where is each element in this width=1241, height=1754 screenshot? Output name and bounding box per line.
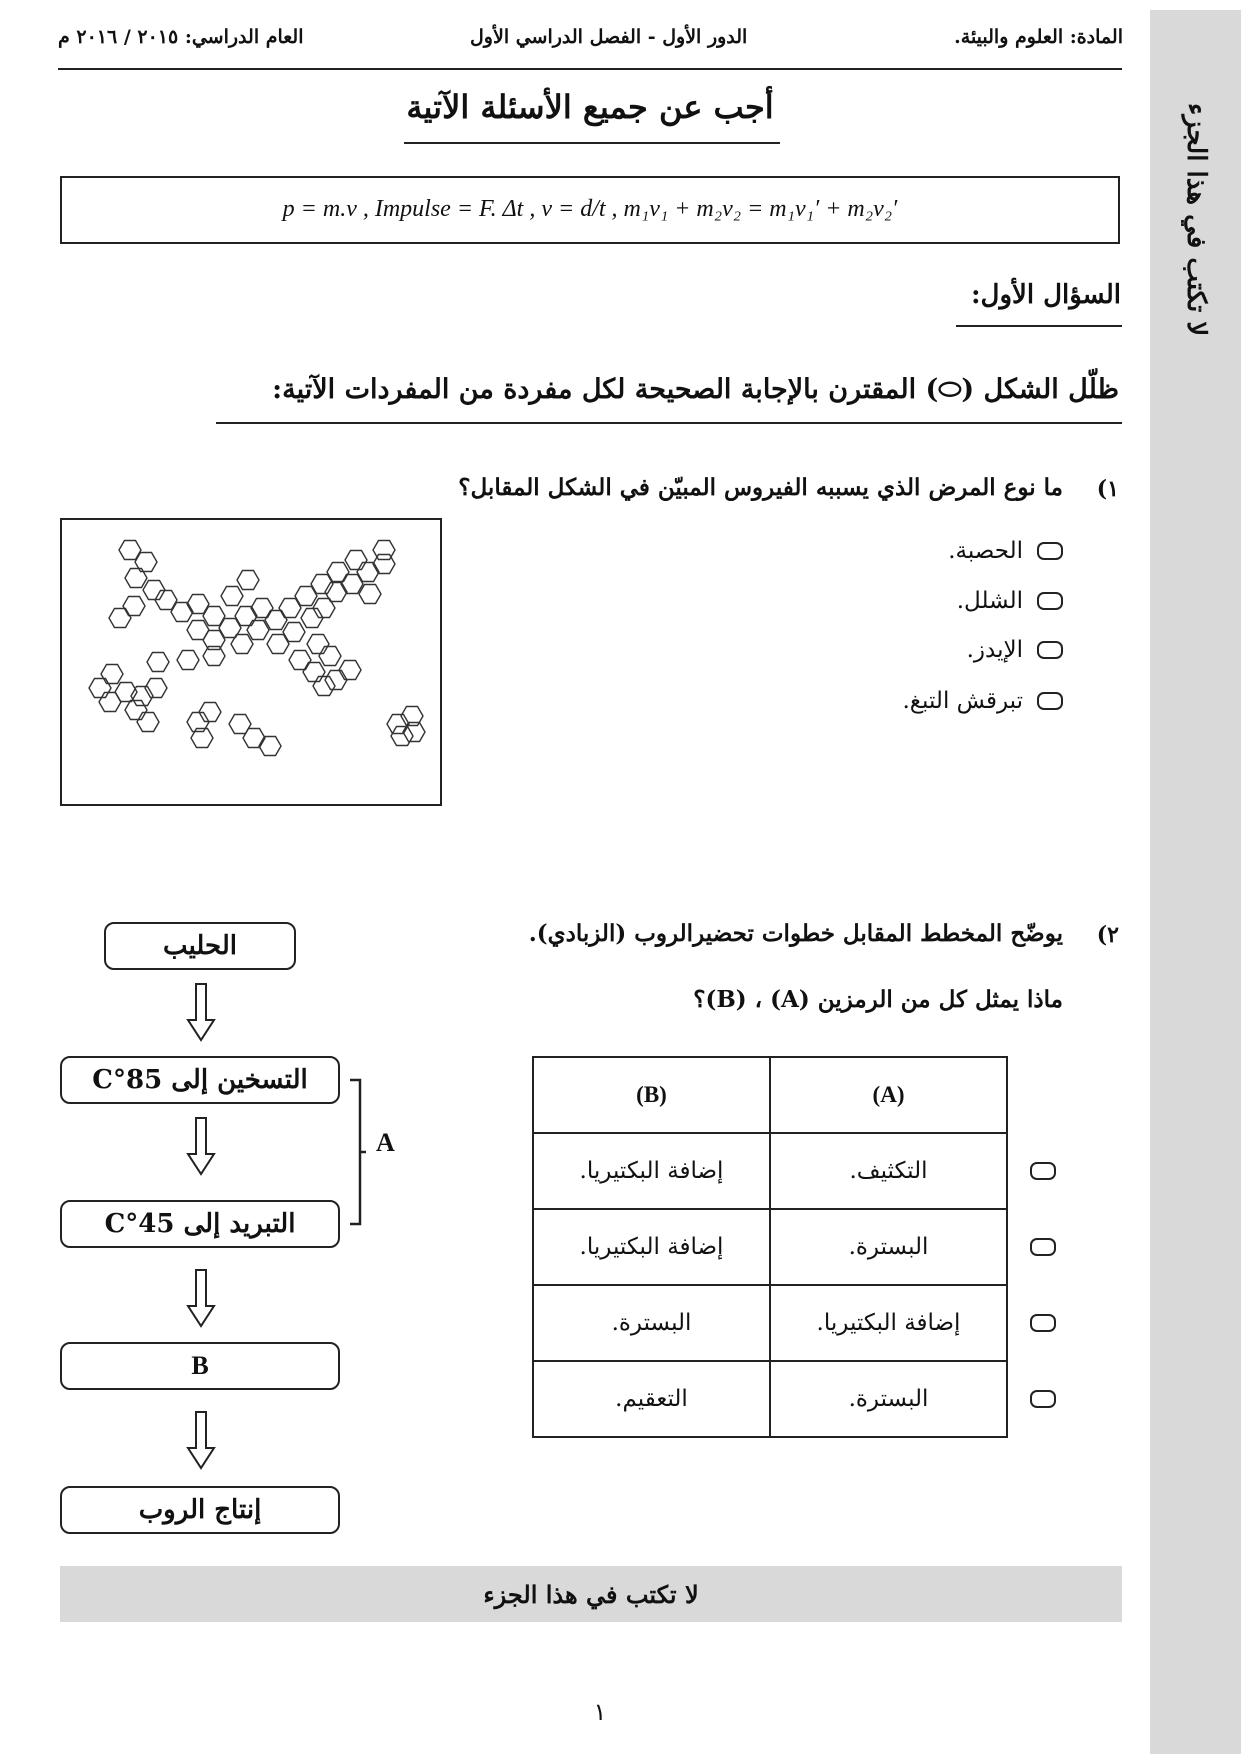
hexagon-particle — [231, 635, 253, 654]
down-arrow-icon — [186, 982, 216, 1042]
table-cell: إضافة البكتيريا. — [533, 1209, 770, 1285]
instruction-underline — [216, 422, 1122, 424]
answer-bubble[interactable] — [1037, 542, 1063, 560]
hexagon-particle — [319, 647, 341, 666]
table-header-a: (A) — [770, 1057, 1007, 1133]
table-cell: البسترة. — [770, 1361, 1007, 1437]
answer-bubble[interactable] — [1037, 692, 1063, 710]
option-3[interactable] — [967, 637, 1063, 663]
answer-bubble-row-1[interactable] — [1030, 1162, 1056, 1180]
table-cell: البسترة. — [770, 1209, 1007, 1285]
title-underline — [404, 142, 780, 144]
answer-bubble[interactable] — [1037, 641, 1063, 659]
item-number: ١) — [1096, 476, 1119, 502]
flow-step-heating: التسخين إلى 85°C — [60, 1056, 340, 1104]
hexagon-particle — [171, 603, 193, 622]
hexagon-particle — [125, 569, 147, 588]
hexagon-particle — [243, 729, 265, 748]
footer-note: لا تكتب في هذا الجزء — [60, 1566, 1122, 1622]
hexagon-particle — [177, 651, 199, 670]
header-term: الدور الأول - الفصل الدراسي الأول — [470, 26, 748, 48]
hexagon-particle — [221, 587, 243, 606]
hexagon-particle — [307, 635, 329, 654]
table-row — [533, 1285, 1007, 1361]
formula-box — [60, 176, 1120, 244]
page-number: ١ — [593, 1698, 607, 1726]
hexagon-particle — [373, 541, 395, 560]
hexagon-particle — [259, 737, 281, 756]
down-arrow-icon — [186, 1410, 216, 1470]
option-label: الإيدز. — [966, 637, 1023, 663]
question-title-underline — [956, 325, 1122, 327]
hexagon-particle — [251, 599, 273, 618]
flow-step-yogurt: إنتاج الروب — [60, 1486, 340, 1534]
answer-bubble[interactable] — [1037, 592, 1063, 610]
page-title: أجب عن جميع الأسئلة الآتية — [406, 88, 774, 126]
hexagon-particle — [327, 563, 349, 582]
table-cell: البسترة. — [533, 1285, 770, 1361]
answer-bubble-row-3[interactable] — [1030, 1314, 1056, 1332]
virus-hexagons-image — [62, 520, 440, 804]
down-arrow-icon — [186, 1268, 216, 1328]
side-note: لا تكتب في هذا الجزء — [1181, 103, 1211, 337]
table-cell: إضافة البكتيريا. — [533, 1133, 770, 1209]
option-label: الشلل. — [956, 588, 1023, 614]
hexagon-particle — [237, 571, 259, 590]
item-subquestion: ماذا يمثل كل من الرمزين (A) ، (B)؟ — [693, 986, 1063, 1013]
hexagon-particle — [235, 607, 257, 626]
table-header-b: (B) — [533, 1057, 770, 1133]
header-subject: المادة: العلوم والبيئة. — [954, 26, 1123, 48]
question-title: السؤال الأول: — [970, 280, 1121, 310]
hexagon-particle — [267, 635, 289, 654]
item-question: ما نوع المرض الذي يسببه الفيروس المبيّن في الشكل المقابل؟ — [458, 474, 1063, 501]
table-cell: التعقيم. — [533, 1361, 770, 1437]
flow-step-b: B — [60, 1342, 340, 1390]
hexagon-particle — [265, 611, 287, 630]
option-1[interactable] — [948, 538, 1063, 564]
instruction-text: ظلّل الشكل (⬭) المقترن بالإجابة الصحيحة لكل مفردة من المفردات الآتية: — [272, 374, 1119, 405]
hexagon-particle — [289, 651, 311, 670]
hexagon-particle — [357, 563, 379, 582]
answer-table — [532, 1056, 1008, 1438]
hexagon-particle — [123, 597, 145, 616]
bracket-a — [348, 1078, 366, 1226]
answer-bubble-row-4[interactable] — [1030, 1390, 1056, 1408]
hexagon-particle — [137, 713, 159, 732]
item-number: ٢) — [1096, 922, 1119, 948]
item-question: يوضّح المخطط المقابل خطوات تحضيرالروب (الزبادي). — [528, 920, 1063, 947]
bracket-label: A — [376, 1128, 395, 1157]
hexagon-particle — [359, 585, 381, 604]
hexagon-particle — [373, 555, 395, 574]
hexagon-particle — [147, 653, 169, 672]
hexagon-particle — [325, 671, 347, 690]
hexagon-particle — [339, 661, 361, 680]
formula-text: p = m.v , Impulse = F. Δt , v = d/t , m₁v₁ + m₂v₂ = m₁v₁′ + m₂v₂′ — [282, 196, 898, 222]
option-label: الحصبة. — [948, 538, 1023, 564]
hexagon-particle — [345, 551, 367, 570]
option-label: تبرقش التبغ. — [902, 688, 1023, 714]
hexagon-particle — [391, 727, 413, 746]
flow-step-cooling: التبريد إلى 45°C — [60, 1200, 340, 1248]
header-divider — [58, 68, 1122, 70]
virus-figure — [60, 518, 442, 806]
table-cell: التكثيف. — [770, 1133, 1007, 1209]
option-2[interactable] — [957, 588, 1063, 614]
hexagon-particle — [303, 663, 325, 682]
option-4[interactable] — [903, 688, 1064, 714]
down-arrow-icon — [186, 1116, 216, 1176]
table-cell: إضافة البكتيريا. — [770, 1285, 1007, 1361]
hexagon-particle — [89, 679, 111, 698]
hexagon-particle — [101, 665, 123, 684]
flow-step-milk: الحليب — [104, 922, 296, 970]
table-row — [533, 1209, 1007, 1285]
answer-bubble-row-2[interactable] — [1030, 1238, 1056, 1256]
table-row — [533, 1361, 1007, 1437]
hexagon-particle — [247, 621, 269, 640]
hexagon-particle — [109, 609, 131, 628]
hexagon-particle — [313, 677, 335, 696]
table-row — [533, 1133, 1007, 1209]
header-year: العام الدراسي: ٢٠١٥ / ٢٠١٦ م — [58, 26, 304, 48]
